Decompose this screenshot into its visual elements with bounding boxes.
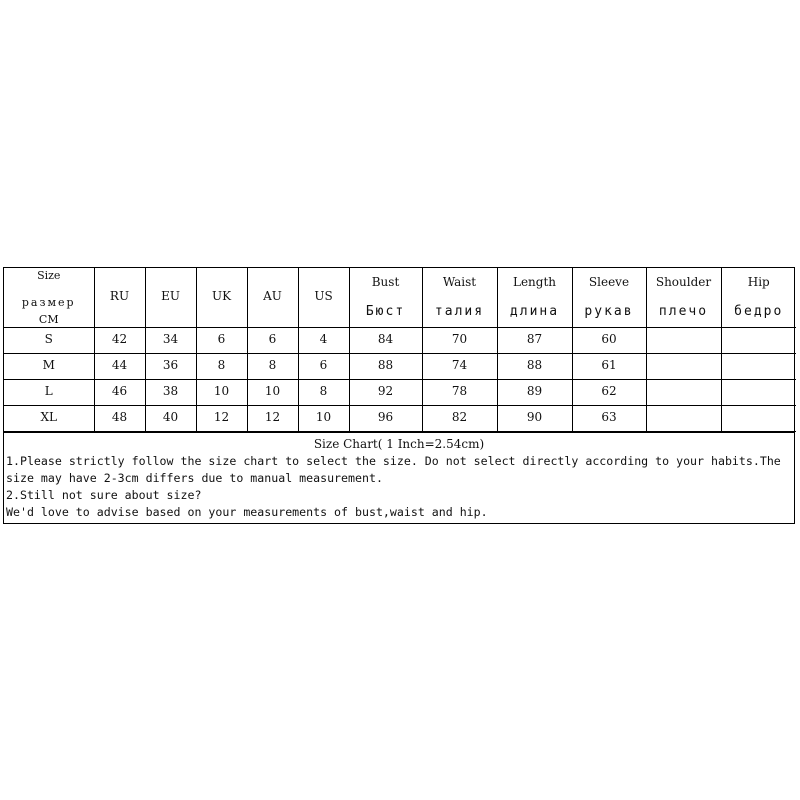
- cell-hip: [721, 379, 796, 405]
- note-line: We'd love to advise based on your measurements of bust,waist and hip.: [6, 504, 488, 519]
- size-header-en: Size: [37, 269, 61, 282]
- region-header-eu: EU: [145, 268, 196, 327]
- cell-eu: 34: [145, 327, 196, 353]
- cell-us: 8: [298, 379, 349, 405]
- cell-waist: 70: [422, 327, 497, 353]
- region-header-ru: RU: [94, 268, 145, 327]
- cell-shoulder: [646, 405, 721, 431]
- cell-hip: [721, 327, 796, 353]
- cell-bust: 92: [349, 379, 422, 405]
- table-header-row: [4, 268, 796, 327]
- cell-au: 12: [247, 405, 298, 431]
- note-line: size may have 2-3cm differs due to manual measurement.: [6, 470, 383, 485]
- cell-size: L: [4, 379, 94, 405]
- size-chart-table: [4, 268, 796, 432]
- region-header-us: US: [298, 268, 349, 327]
- cell-ru: 48: [94, 405, 145, 431]
- region-header-uk: UK: [196, 268, 247, 327]
- cell-au: 10: [247, 379, 298, 405]
- cell-waist: 82: [422, 405, 497, 431]
- cell-us: 10: [298, 405, 349, 431]
- cell-length: 88: [497, 353, 572, 379]
- cell-ru: 46: [94, 379, 145, 405]
- size-notes: [4, 432, 794, 523]
- cell-length: 90: [497, 405, 572, 431]
- cell-au: 6: [247, 327, 298, 353]
- measure-header-shoulder-ru: плечо: [658, 304, 709, 319]
- measure-header-hip: [721, 268, 796, 327]
- measure-header-waist: [422, 268, 497, 327]
- cell-eu: 40: [145, 405, 196, 431]
- measure-header-bust-ru: Бюст: [365, 304, 406, 319]
- region-header-au: AU: [247, 268, 298, 327]
- cell-bust: 84: [349, 327, 422, 353]
- cell-sleeve: 61: [572, 353, 646, 379]
- size-header-unit: CM: [38, 313, 59, 326]
- cell-length: 89: [497, 379, 572, 405]
- measure-header-sleeve-en: Sleeve: [588, 275, 630, 289]
- cell-size: M: [4, 353, 94, 379]
- cell-shoulder: [646, 379, 721, 405]
- measure-header-shoulder: [646, 268, 721, 327]
- measure-header-sleeve-ru: рукав: [584, 304, 634, 319]
- measure-header-length-en: Length: [512, 275, 557, 289]
- cell-bust: 96: [349, 405, 422, 431]
- cell-hip: [721, 353, 796, 379]
- size-header-cell: [4, 268, 94, 327]
- note-line: 2.Still not sure about size?: [6, 487, 202, 502]
- table-row: [4, 327, 796, 353]
- measure-header-waist-ru: талия: [434, 304, 485, 319]
- measure-header-waist-en: Waist: [442, 275, 477, 289]
- cell-sleeve: 63: [572, 405, 646, 431]
- cell-shoulder: [646, 327, 721, 353]
- cell-uk: 12: [196, 405, 247, 431]
- size-chart-caption: Size Chart( 1 Inch=2.54cm): [313, 436, 485, 451]
- cell-sleeve: 62: [572, 379, 646, 405]
- cell-ru: 44: [94, 353, 145, 379]
- cell-size: XL: [4, 405, 94, 431]
- cell-au: 8: [247, 353, 298, 379]
- cell-uk: 10: [196, 379, 247, 405]
- measure-header-bust-en: Bust: [371, 275, 400, 289]
- measure-header-shoulder-en: Shoulder: [655, 275, 712, 289]
- cell-shoulder: [646, 353, 721, 379]
- cell-uk: 8: [196, 353, 247, 379]
- size-chart-table-container: [3, 267, 795, 524]
- cell-us: 6: [298, 353, 349, 379]
- cell-eu: 38: [145, 379, 196, 405]
- cell-length: 87: [497, 327, 572, 353]
- table-row: [4, 353, 796, 379]
- cell-waist: 74: [422, 353, 497, 379]
- cell-hip: [721, 405, 796, 431]
- cell-size: S: [4, 327, 94, 353]
- cell-eu: 36: [145, 353, 196, 379]
- size-header-ru: размер: [21, 296, 76, 309]
- cell-us: 4: [298, 327, 349, 353]
- measure-header-hip-ru: бедро: [734, 304, 784, 319]
- cell-waist: 78: [422, 379, 497, 405]
- cell-ru: 42: [94, 327, 145, 353]
- measure-header-length-ru: длина: [509, 304, 560, 319]
- measure-header-length: [497, 268, 572, 327]
- note-line: 1.Please strictly follow the size chart to select the size. Do not select directly according to your habits.The: [6, 453, 781, 468]
- table-row: [4, 379, 796, 405]
- cell-bust: 88: [349, 353, 422, 379]
- measure-header-hip-en: Hip: [747, 275, 770, 289]
- cell-sleeve: 60: [572, 327, 646, 353]
- measure-header-bust: [349, 268, 422, 327]
- cell-uk: 6: [196, 327, 247, 353]
- measure-header-sleeve: [572, 268, 646, 327]
- table-row: [4, 405, 796, 431]
